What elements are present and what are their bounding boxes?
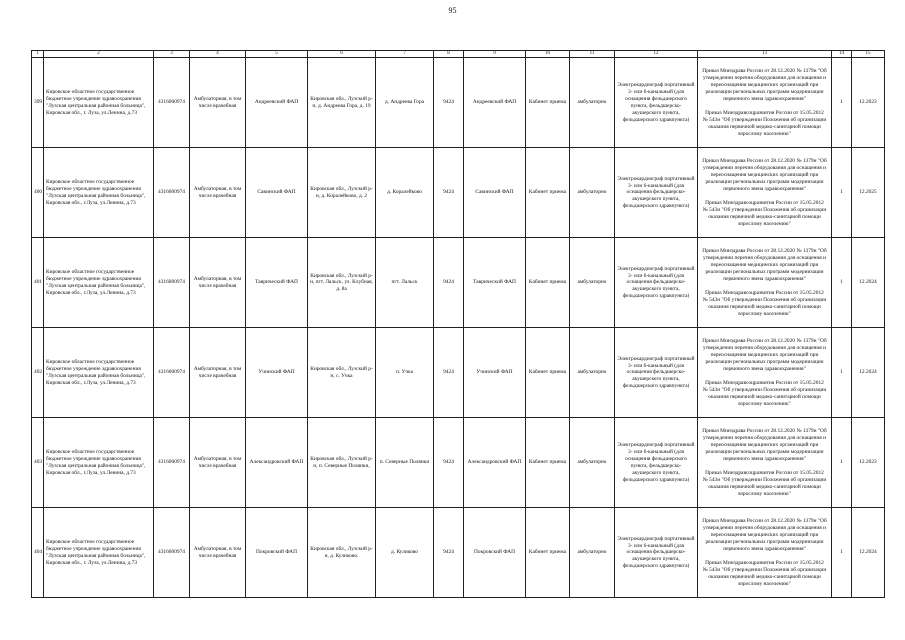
structural-unit: Савинский ФАП: [464, 148, 526, 238]
row-number: 399: [32, 58, 44, 148]
locality: д. Коралейково: [376, 148, 434, 238]
table-row: [32, 328, 885, 418]
row-number: 401: [32, 238, 44, 328]
delivery-date: 12.2025: [852, 148, 885, 238]
order-minzdravsoc: Приказ Минздравсоцразвития России от 15.05.2012 № 543н "Об утверждении Положения об организации оказания первичной медико-санитарной помощи взрослому населению": [702, 469, 827, 497]
table-row: [32, 58, 885, 148]
equipment-name: Электрокардиограф портативный 3- или 6-канальный (для оснащения фельдшерско-акушерского пункта, фельдшерского здравпункта): [615, 148, 698, 238]
legal-basis: [698, 148, 832, 238]
delivery-date: 12.2024: [852, 238, 885, 328]
equipment-table: [31, 50, 885, 598]
order-minzdrav: Приказ Минздрава России от 28.12.2020 № 1379н "Об утверждении перечня оборудования для оснащения и переоснащения медицинских организаций при реализации региональных программ модернизации первичного звена здравоохранения": [702, 158, 827, 192]
quantity: 1: [832, 148, 852, 238]
structural-unit: Таврический ФАП: [464, 238, 526, 328]
column-number: 9: [464, 51, 526, 58]
column-number: 7: [376, 51, 434, 58]
delivery-date: 12.2024: [852, 328, 885, 418]
paragraph-gap: [702, 553, 827, 560]
column-number: 13: [698, 51, 832, 58]
structural-unit: Учинский ФАП: [464, 328, 526, 418]
column-number: 8: [434, 51, 464, 58]
table-row: [32, 238, 885, 328]
subdivision-address: Кировская обл., Лузский р-н, пгт. Лальск, ул. Клубная, д. 8а: [308, 238, 376, 328]
locality: д. Куликово: [376, 508, 434, 598]
row-number: 404: [32, 508, 44, 598]
care-conditions: амбулаторно: [570, 238, 615, 328]
paragraph-gap: [702, 103, 827, 110]
care-type: Амбулаторная, в том числе врачебная: [190, 148, 246, 238]
inn: 4316000974: [154, 148, 190, 238]
quantity: 1: [832, 418, 852, 508]
equipment-name: Электрокардиограф портативный 3- или 6-канальный (для оснащения фельдшерско-акушерского пункта, фельдшерского здравпункта): [615, 238, 698, 328]
column-number: 14: [832, 51, 852, 58]
care-type: Амбулаторная, в том числе врачебная: [190, 418, 246, 508]
order-minzdravsoc: Приказ Минздравсоцразвития России от 15.05.2012 № 543н "Об утверждении Положения об организации оказания первичной медико-санитарной помощи взрослому населению": [702, 199, 827, 227]
equipment-name: Электрокардиограф портативный 3- или 6-канальный (для оснащения фельдшерского пункта, фельдшерско-акушерского пункта, фельдшерского здравпункта): [615, 58, 698, 148]
code: 9424: [434, 418, 464, 508]
subdivision-name: Александровский ФАП: [246, 418, 308, 508]
column-number: 15: [852, 51, 885, 58]
paragraph-gap: [702, 193, 827, 200]
column-number: 5: [246, 51, 308, 58]
legal-basis: [698, 328, 832, 418]
table-row: [32, 418, 885, 508]
delivery-date: 12.2024: [852, 508, 885, 598]
care-type: Амбулаторная, в том числе врачебная: [190, 508, 246, 598]
quantity: 1: [832, 508, 852, 598]
order-minzdravsoc: Приказ Минздравсоцразвития России от 15.05.2012 № 543н "Об утверждении Положения об организации оказания первичной медико-санитарной помощи взрослому населению": [702, 379, 827, 407]
room-name: Кабинет приема: [526, 328, 570, 418]
table-row: [32, 148, 885, 238]
row-number: 400: [32, 148, 44, 238]
paragraph-gap: [702, 373, 827, 380]
quantity: 1: [832, 328, 852, 418]
column-number: 11: [570, 51, 615, 58]
legal-basis: [698, 238, 832, 328]
locality: п. Учка: [376, 328, 434, 418]
quantity: 1: [832, 238, 852, 328]
care-type: Амбулаторная, в том числе врачебная: [190, 328, 246, 418]
subdivision-address: Кировская обл., Лузский р-н, д. Андреева Гора, д. 19: [308, 58, 376, 148]
subdivision-address: Кировская обл., Лузский р-н, д. Куликово.: [308, 508, 376, 598]
legal-basis: [698, 418, 832, 508]
code: 9424: [434, 58, 464, 148]
quantity: 1: [832, 58, 852, 148]
subdivision-name: Андреевский ФАП: [246, 58, 308, 148]
subdivision-name: Савинский ФАП: [246, 148, 308, 238]
column-number: 1: [32, 51, 44, 58]
organization-name: Кировское областное государственное бюджетное учреждение здравоохранения "Лузская центральная районная больница", Кировская обл., г.Луза, ул.Ленина, д.73: [44, 418, 154, 508]
care-conditions: амбулаторно: [570, 418, 615, 508]
inn: 4316000974: [154, 418, 190, 508]
legal-basis: [698, 508, 832, 598]
order-minzdravsoc: Приказ Минздравсоцразвития России от 15.05.2012 № 543н "Об утверждении Положения об организации оказания первичной медико-санитарной помощи взрослому населению": [702, 289, 827, 317]
paragraph-gap: [702, 463, 827, 470]
structural-unit: Андреевский ФАП: [464, 58, 526, 148]
code: 9424: [434, 328, 464, 418]
organization-name: Кировское областное государственное бюджетное учреждение здравоохранения "Лузская центральная районная больница", Кировская обл., г. Луза, ул.Ленина, д.73: [44, 508, 154, 598]
column-number: 2: [44, 51, 154, 58]
order-minzdrav: Приказ Минздрава России от 28.12.2020 № 1379н "Об утверждении перечня оборудования для оснащения и переоснащения медицинских организаций при реализации региональных программ модернизации первичного звена здравоохранения": [702, 518, 827, 552]
column-number: 6: [308, 51, 376, 58]
subdivision-name: Таврический ФАП: [246, 238, 308, 328]
subdivision-address: Кировская обл., Лузский р-н, п. Северные Полянки,: [308, 418, 376, 508]
order-minzdrav: Приказ Минздрава России от 28.12.2020 № 1379н "Об утверждении перечня оборудования для оснащения и переоснащения медицинских организаций при реализации региональных программ модернизации первичного звена здравоохранения": [702, 68, 827, 102]
subdivision-name: Покровский ФАП: [246, 508, 308, 598]
column-number: 10: [526, 51, 570, 58]
organization-name: Кировское областное государственное бюджетное учреждение здравоохранения "Лузская центральная районная больница", Кировская обл., г.Луза, ул.Ленина, д.73: [44, 148, 154, 238]
locality: п. Северные Полянки: [376, 418, 434, 508]
inn: 4316000974: [154, 508, 190, 598]
column-number: 3: [154, 51, 190, 58]
legal-basis: [698, 58, 832, 148]
order-minzdrav: Приказ Минздрава России от 28.12.2020 № 1379н "Об утверждении перечня оборудования для оснащения и переоснащения медицинских организаций при реализации региональных программ модернизации первичного звена здравоохранения": [702, 248, 827, 282]
equipment-name: Электрокардиограф портативный 3- или 6-канальный (для оснащения фельдшерского пункта, фельдшерско-акушерского пункта, фельдшерского здравпункта): [615, 418, 698, 508]
room-name: Кабинет приема: [526, 418, 570, 508]
row-number: 403: [32, 418, 44, 508]
locality: д. Андреева Гора: [376, 58, 434, 148]
column-number: 12: [615, 51, 698, 58]
subdivision-address: Кировская обл., Лузский р-н, с. Учка: [308, 328, 376, 418]
room-name: Кабинет приема: [526, 238, 570, 328]
structural-unit: Покровский ФАП: [464, 508, 526, 598]
inn: 4316000974: [154, 238, 190, 328]
organization-name: Кировское областное государственное бюджетное учреждение здравоохранения "Лузская центральная районная больница", Кировская обл., г. Луза, ул.Ленина, д.73: [44, 58, 154, 148]
order-minzdravsoc: Приказ Минздравсоцразвития России от 15.05.2012 № 543н "Об утверждении Положения об организации оказания первичной медико-санитарной помощи взрослому населению": [702, 559, 827, 587]
inn: 4316000974: [154, 58, 190, 148]
care-conditions: амбулаторно: [570, 148, 615, 238]
room-name: Кабинет приема: [526, 148, 570, 238]
subdivision-address: Кировская обл., Лузский р-н, д. Коралейково, д. 2: [308, 148, 376, 238]
order-minzdrav: Приказ Минздрава России от 28.12.2020 № 1379н "Об утверждении перечня оборудования для оснащения и переоснащения медицинских организаций при реализации региональных программ модернизации первичного звена здравоохранения": [702, 428, 827, 462]
order-minzdrav: Приказ Минздрава России от 28.12.2020 № 1379н "Об утверждении перечня оборудования для оснащения и переоснащения медицинских организаций при реализации региональных программ модернизации первичного звена здравоохранения": [702, 338, 827, 372]
organization-name: Кировское областное государственное бюджетное учреждение здравоохранения "Лузская центральная районная больница", Кировская обл., г.Луза, ул.Ленина, д.73: [44, 238, 154, 328]
care-conditions: амбулаторно: [570, 328, 615, 418]
inn: 4316000974: [154, 328, 190, 418]
table-row: [32, 508, 885, 598]
code: 9424: [434, 238, 464, 328]
delivery-date: 12.2023: [852, 418, 885, 508]
organization-name: Кировское областное государственное бюджетное учреждение здравоохранения "Лузская центральная районная больница", Кировская обл., г.Луза, ул.Ленина, д.73: [44, 328, 154, 418]
structural-unit: Александровский ФАП: [464, 418, 526, 508]
column-number-row: [32, 51, 885, 58]
room-name: Кабинет приема: [526, 58, 570, 148]
paragraph-gap: [702, 283, 827, 290]
care-conditions: амбулаторно: [570, 58, 615, 148]
order-minzdravsoc: Приказ Минздравсоцразвития России от 15.05.2012 № 543н "Об утверждении Положения об организации оказания первичной медико-санитарной помощи взрослому населению": [702, 109, 827, 137]
code: 9424: [434, 148, 464, 238]
equipment-name: Электрокардиограф портативный 3- или 6-канальный (для оснащения фельдшерско-акушерского пункта, фельдшерского здравпункта): [615, 508, 698, 598]
care-type: Амбулаторная, в том числе врачебная: [190, 58, 246, 148]
room-name: Кабинет приема: [526, 508, 570, 598]
row-number: 402: [32, 328, 44, 418]
locality: пгт. Лальск: [376, 238, 434, 328]
delivery-date: 12.2023: [852, 58, 885, 148]
care-type: Амбулаторная, в том числе врачебная: [190, 238, 246, 328]
subdivision-name: Учинский ФАП: [246, 328, 308, 418]
column-number: 4: [190, 51, 246, 58]
care-conditions: амбулаторно: [570, 508, 615, 598]
code: 9424: [434, 508, 464, 598]
equipment-name: Электрокардиограф портативный 3- или 6-канальный (для оснащения фельдшерско-акушерского пункта, фельдшерского здравпункта): [615, 328, 698, 418]
page-number: 95: [448, 6, 457, 15]
